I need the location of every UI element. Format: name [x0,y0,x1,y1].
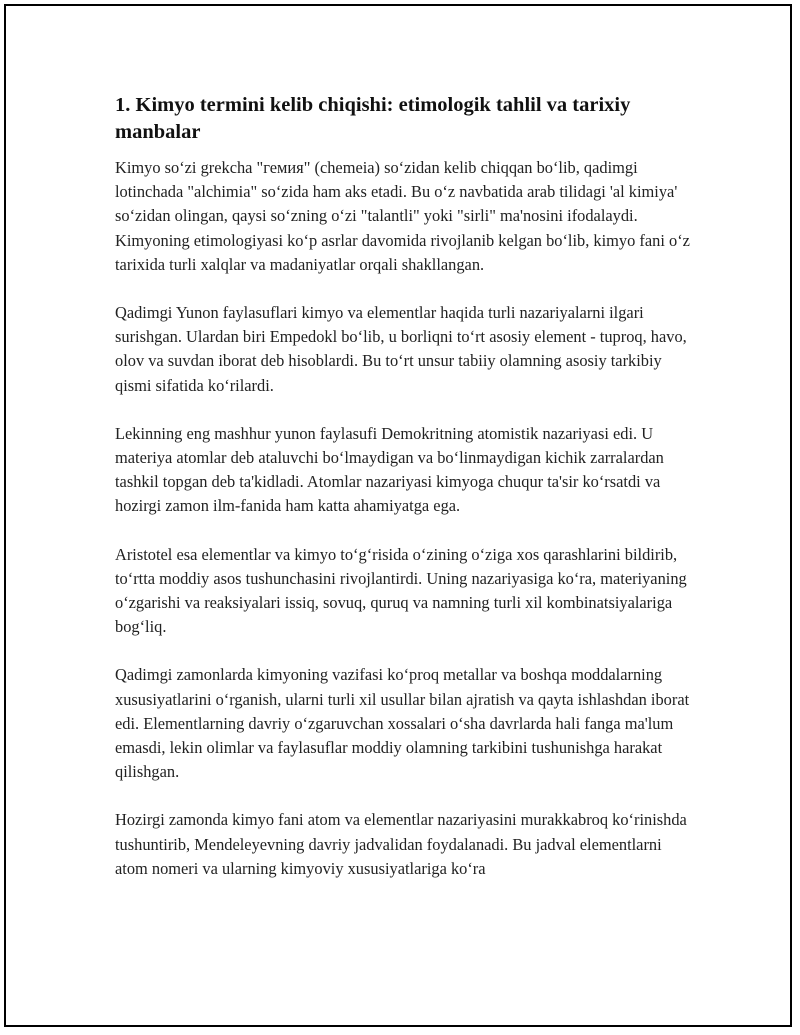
section-heading: 1. Kimyo termini kelib chiqishi: etimologik tahlil va tarixiy manbalar [115,94,631,143]
paragraph-etymology: Kimyo so‘zi grekcha "гемия" (chemeia) so‘zidan kelib chiqqan bo‘lib, qadimgi lotinchada "alchimia" so‘zida ham aks etadi. Bu o‘z navbatida arab tilidagi 'al kimiya' so‘zidan olingan, qaysi so‘zning o‘zi "talantli" yoki "sirli" ma'nosini ifodalaydi. Kimyoning etimologiyasi ko‘p asrlar davomida rivojlanib kelgan bo‘lib, kimyo fani o‘z tarixida turli xalqlar va madaniyatlar orqali shakllangan. [115,158,690,274]
document-body [115,92,695,905]
paragraph-empedocles: Qadimgi Yunon faylasuflari kimyo va elementlar haqida turli nazariyalarni ilgari surishgan. Ulardan biri Empedokl bo‘lib, u borliqni to‘rt asosiy element - tuproq, havo, olov va suvdan iborat deb hisoblardi. Bu to‘rt unsur tabiiy olamning asosiy tarkibiy qismi sifatida ko‘rilardi. [115,303,687,395]
paragraph-aristotle: Aristotel esa elementlar va kimyo to‘g‘risida o‘zining o‘ziga xos qarashlarini bildirib, to‘rtta moddiy asos tushunchasini rivojlantirdi. Uning nazariyasiga ko‘ra, materiyaning o‘zgarishi va reaksiyalari issiq, sovuq, quruq va namning turli xil kombinatsiyalariga bog‘liq. [115,544,687,637]
paragraph-democritus: Lekinning eng mashhur yunon faylasufi Demokritning atomistik nazariyasi edi. U materiya atomlar deb ataluvchi bo‘lmaydigan va bo‘linmaydigan kichik zarralardan tashkil topgan deb ta'kidladi. Atomlar nazariyasi kimyoga chuqur ta'sir ko‘rsatdi va hozirgi zamon ilm-fanida ham katta ahamiyatga ega. [115,423,664,516]
paragraph-modern-chemistry: Hozirgi zamonda kimyo fani atom va elementlar nazariyasini murakkabroq ko‘rinishda tushuntirib, Mendeleyevning davriy jadvalidan foydalanadi. Bu jadval elementlarni atom nomeri va ularning kimyoviy xususiyatlariga ko‘ra [115,810,687,878]
paragraph-ancient-chemistry: Qadimgi zamonlarda kimyoning vazifasi ko‘proq metallar va boshqa moddalarning xususiyatlarini o‘rganish, ularni turli xil usullar bilan ajratish va qayta ishlashdan iborat edi. Elementlarning davriy o‘zgaruvchan xossalari o‘sha davrlarda hali fanga ma'lum emasdi, lekin olimlar va faylasuflar moddiy olamning tarkibini tushunishga harakat qilishgan. [115,665,690,782]
